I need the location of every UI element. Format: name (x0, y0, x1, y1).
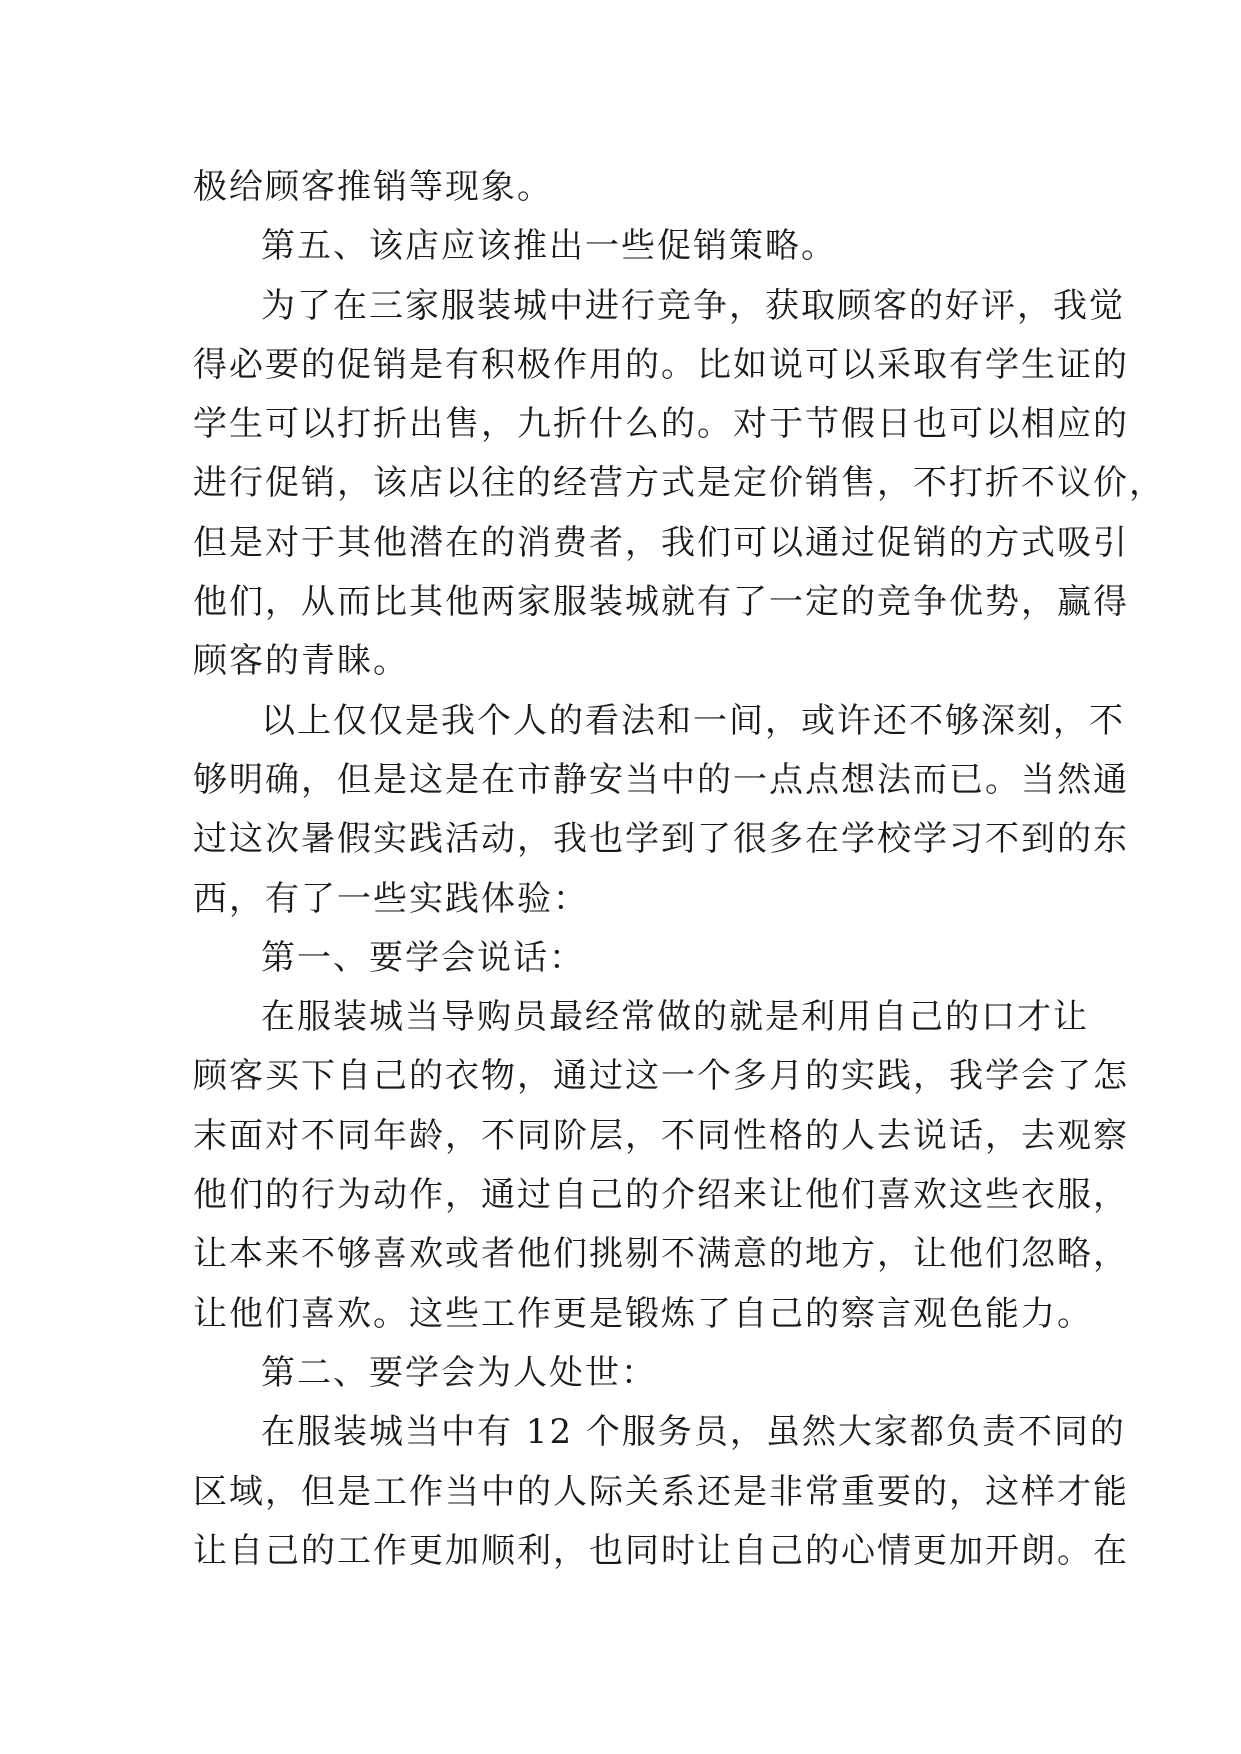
text-line: 他们，从而比其他两家服装城就有了一定的竞争优势，赢得 (193, 582, 1129, 623)
text-line: 过这次暑假实践活动，我也学到了很多在学校学习不到的东 (193, 819, 1129, 860)
text-line: 第五、该店应该推出一些促销策略。 (261, 226, 837, 267)
text-line: 在服装城当中有 12 个服务员，虽然大家都负责不同的 (261, 1412, 1126, 1453)
text-line: 第一、要学会说话： (261, 937, 585, 978)
text-line: 进行促销，该店以往的经营方式是定价销售，不打折不议价， (193, 463, 1165, 504)
text-line: 极给顾客推销等现象。 (193, 167, 553, 207)
text-line: 以上仅仅是我个人的看法和一间，或许还不够深刻，不 (261, 700, 1125, 741)
text-line: 为了在三家服装城中进行竞争，获取顾客的好评，我觉 (261, 285, 1125, 326)
text-line: 他们的行为动作，通过自己的介绍来让他们喜欢这些衣服， (193, 1175, 1129, 1216)
text-line: 让他们喜欢。这些工作更是锻炼了自己的察言观色能力。 (193, 1293, 1093, 1334)
text-line: 得必要的促销是有积极作用的。比如说可以采取有学生证的 (193, 344, 1129, 385)
text-line: 学生可以打折出售，九折什么的。对于节假日也可以相应的 (193, 404, 1129, 445)
text-line: 顾客买下自己的衣物，通过这一个多月的实践，我学会了怎 (193, 1056, 1129, 1097)
document-body (193, 158, 1165, 1581)
text-line: 让自己的工作更加顺利，也同时让自己的心情更加开朗。在 (193, 1530, 1129, 1571)
text-line: 西，有了一些实践体验： (193, 878, 589, 919)
text-line: 末面对不同年龄，不同阶层，不同性格的人去说话，去观察 (193, 1115, 1129, 1156)
text-line: 第二、要学会为人处世： (261, 1352, 657, 1393)
text-line: 但是对于其他潜在的消费者，我们可以通过促销的方式吸引 (193, 522, 1129, 563)
text-line: 在服装城当导购员最经常做的就是利用自己的口才让 (261, 997, 1089, 1038)
text-line: 够明确，但是这是在市静安当中的一点点想法而已。当然通 (193, 759, 1129, 800)
text-line: 区域，但是工作当中的人际关系还是非常重要的，这样才能 (193, 1471, 1129, 1512)
text-line: 让本来不够喜欢或者他们挑剔不满意的地方，让他们忽略， (193, 1234, 1129, 1275)
text-line: 顾客的青睐。 (193, 641, 409, 682)
